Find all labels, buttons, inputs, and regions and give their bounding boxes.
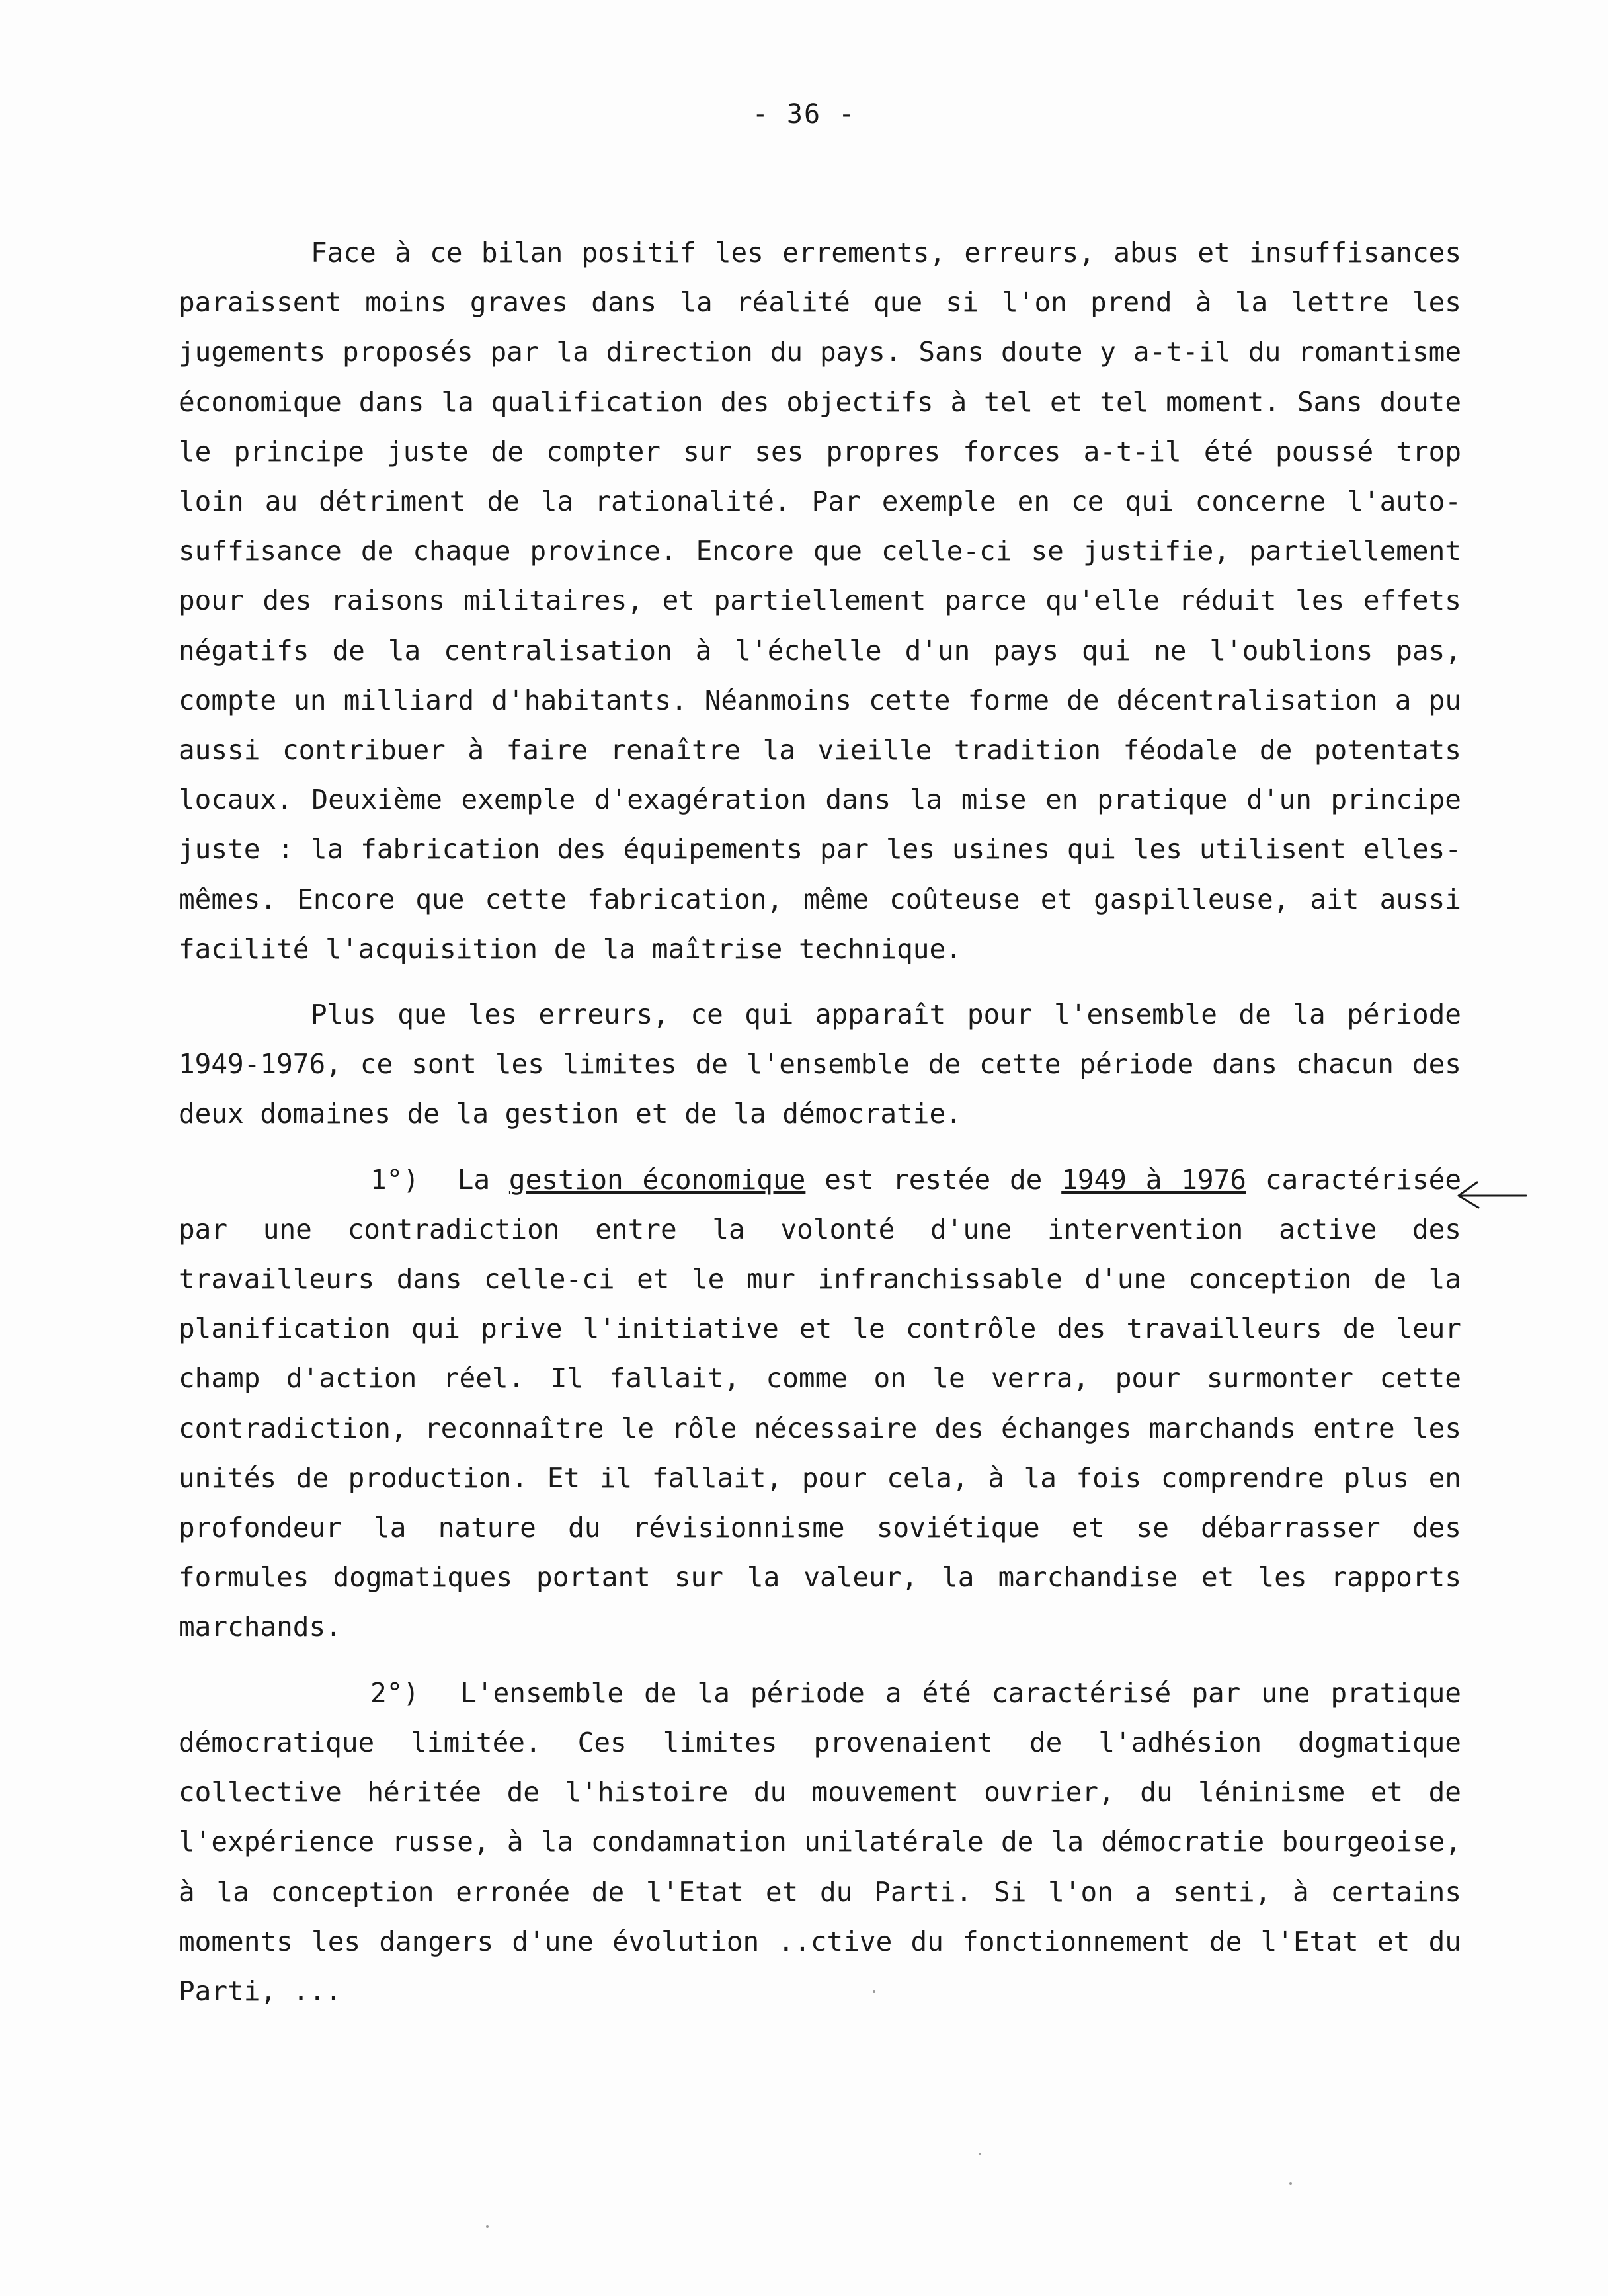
paper-speck bbox=[486, 2225, 489, 2228]
paper-speck bbox=[979, 2152, 981, 2155]
underlined-date-range: 1949 à 1976 bbox=[1061, 1163, 1246, 1196]
left-arrow-icon bbox=[1455, 1178, 1527, 1211]
paper-speck bbox=[873, 1990, 875, 1993]
point-1-before: La bbox=[457, 1163, 491, 1196]
paragraph-assessment: Face à ce bilan positif les errements, erreurs, abus et insuffisances paraissent moins graves dans la réalité que si l'on prend à la lettre les jugements proposés par la direction du pays. Sans doute y a-t-il du romantisme économique dans la qualification des objectifs à tel et tel moment. Sans doute le principe juste de compter sur ses propres forces a-t-il été poussé trop loin au détriment de la rationalité. Par exemple en ce qui concerne l'auto-suffisance de chaque province. Encore que celle-ci se justifie, partiellement pour des raisons militaires, et partiellement parce qu'elle réduit les effets négatifs de la centralisation à l'échelle d'un pays qui ne l'oublions pas, compte un milliard d'habitants. Néanmoins cette forme de décentralisation a pu aussi contribuer à faire renaître la vieille tradition féodale de potentats locaux. Deuxième exemple d'exagération dans la mise en pratique d'un principe juste : la fabrication des équipements par les usines qui les utilisent elles-mêmes. Encore que cette fabrication, même coûteuse et gaspilleuse, ait aussi facilité l'acquisition de la maîtrise technique. bbox=[179, 237, 1461, 965]
page-number: - 36 - bbox=[752, 99, 856, 130]
underlined-gestion-economique: gestion économique bbox=[508, 1163, 806, 1196]
paragraph-limits: Plus que les erreurs, ce qui apparaît pour l'ensemble de la période 1949-1976, ce sont les limites de l'ensemble de cette période dans chacun des deux domaines de la gestion et de la démocratie. bbox=[179, 999, 1461, 1130]
point-1-middle: est restée de bbox=[824, 1163, 1043, 1196]
point-1-number: 1°) bbox=[370, 1163, 420, 1196]
point-2-number: 2°) bbox=[370, 1676, 420, 1709]
point-2-democratic-practice bbox=[179, 1668, 1461, 2016]
point-1-text: caractérisée par une contradiction entre la volonté d'une intervention active des travailleurs dans celle-ci et le mur infranchissable d'une conception de la planification qui prive l'initiative et le contrôle des travailleurs de leur champ d'action réel. Il fallait, comme on le verra, pour surmonter cette contradiction, reconnaître le rôle nécessaire des échanges marchands entre les unités de production. Et il fallait, pour cela, à la fois comprendre plus en profondeur la nature du révisionnisme soviétique et se débarrasser des formules dogmatiques portant sur la valeur, la marchandise et les rapports marchands. bbox=[179, 1163, 1462, 1643]
document-body bbox=[179, 228, 1461, 2016]
point-1-middle-gap bbox=[805, 1164, 824, 1196]
point-2-text: L'ensemble de la période a été caractérisé par une pratique démocratique limitée. Ces limites provenaient de l'adhésion dogmatique collective héritée de l'histoire du mouvement ouvrier, du léninisme et de l'expérience russe, à la condamnation unilatérale de la démocratie bourgeoise, à la conception erronée de l'Etat et du Parti. Si l'on a senti, à certains moments les dangers d'une évolution ..ctive du fonctionnement de l'Etat et du Parti, ... bbox=[179, 1676, 1461, 2007]
paper-speck bbox=[1289, 2182, 1292, 2185]
point-1-economic-management bbox=[179, 1155, 1461, 1653]
